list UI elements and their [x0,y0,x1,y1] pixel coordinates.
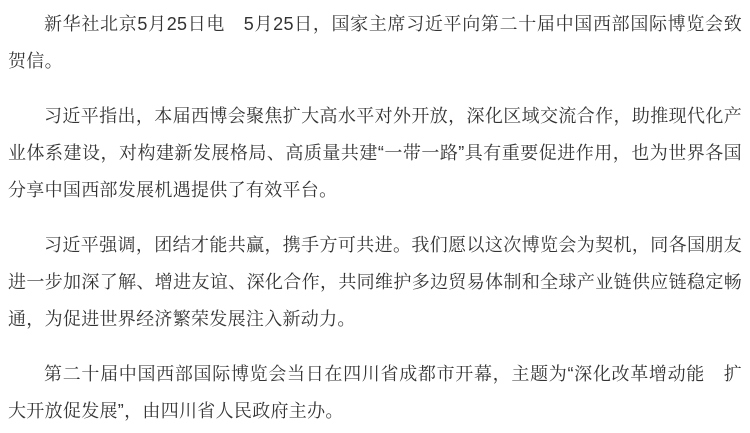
article-paragraph-dateline: 新华社北京5月25日电 5月25日，国家主席习近平向第二十届中国西部国际博览会致贺信。 [8,14,742,71]
article-paragraph-expo-opening: 第二十届中国西部国际博览会当日在四川省成都市开幕，主题为“深化改革增动能 扩大开放促发展”，由四川省人民政府主办。 [8,364,742,421]
article-paragraph-xi-pointed-out: 习近平指出，本届西博会聚焦扩大高水平对外开放，深化区域交流合作，助推现代化产业体系建设，对构建新发展格局、高质量共建“一带一路”具有重要促进作用，也为世界各国分享中国西部发展机遇提供了有效平台。 [8,106,742,200]
article-paragraph-xi-emphasized: 习近平强调，团结才能共赢，携手方可共进。我们愿以这次博览会为契机，同各国朋友进一步加深了解、增进友谊、深化合作，共同维护多边贸易体制和全球产业链供应链稳定畅通，为促进世界经济繁荣发展注入新动力。 [8,235,742,329]
